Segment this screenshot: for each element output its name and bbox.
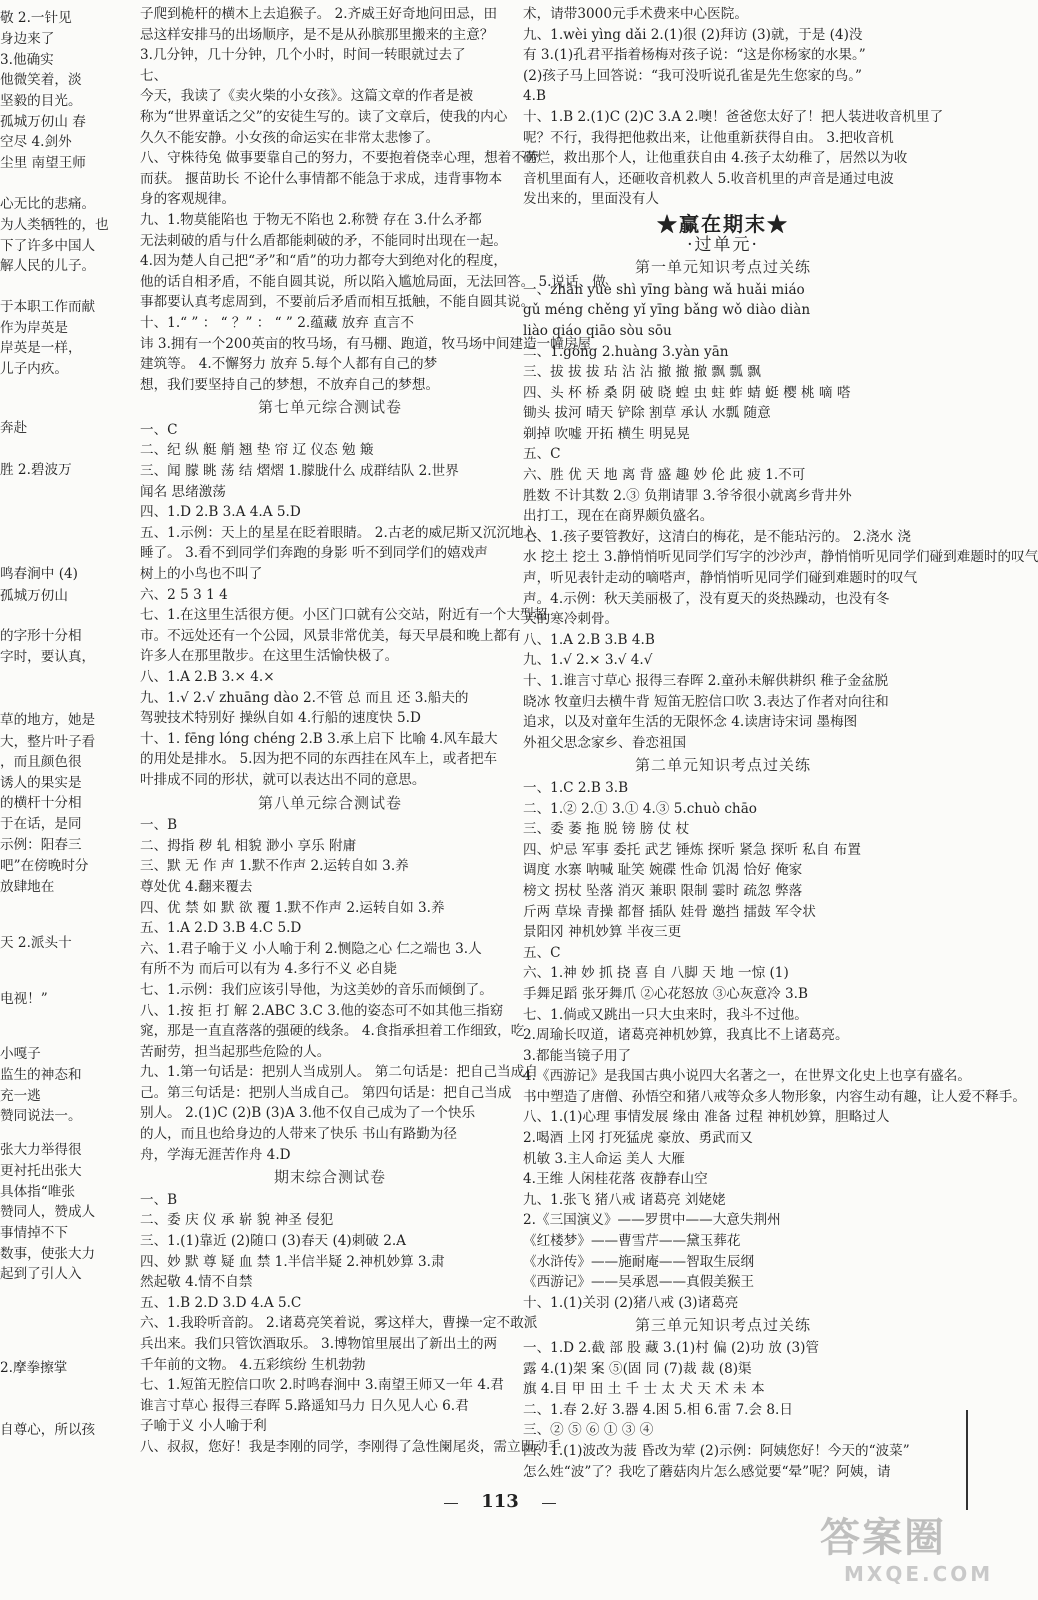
unit2-practice-answers [523, 778, 1026, 1313]
watermark-logo [820, 1500, 994, 1596]
answer-line: 叶排成不同的形状，就可以表达出不同的意思。 [140, 771, 426, 788]
answer-line: 旗 4.目 甲 田 土 千 士 太 犬 天 术 未 本 [523, 1381, 765, 1398]
answer-line: 4.B [523, 88, 546, 105]
answer-line: 调度 水寨 呐喊 耻笑 婉碟 性命 饥渴 恰好 俺家 [523, 862, 803, 879]
answer-line: 十、1.B 2.(1)C (2)C 3.A 2.噢！爸爸您太好了！把人装进收音机里了 [523, 108, 944, 125]
answer-line: 的人，而且也给身边的人带来了快乐 书山有路勤为径 [140, 1126, 457, 1143]
cropped-text-fragment: 大，整片叶子看 [0, 734, 96, 750]
cropped-text-fragment: 天 2.派头十 [0, 935, 72, 951]
answer-line: 《水浒传》——施耐庵——智取生辰纲 [523, 1253, 755, 1270]
answer-line: 三、默 无 作 声 1.默不作声 2.运转自如 3.养 [140, 858, 409, 875]
answer-line: 树上的小鸟也不叫了 [140, 566, 263, 583]
cropped-text-fragment: 赞同人，赞成人 [0, 1204, 96, 1220]
answer-line: 八、1.(1)心理 事情发展 缘由 准备 过程 神机妙算，胆略过人 [523, 1109, 890, 1126]
cropped-text-fragment: 敬 2.一针见 [0, 10, 72, 26]
answer-line: 子喻于义 小人喻于利 [140, 1418, 267, 1435]
cropped-text-fragment: 他微笑着，淡 [0, 72, 82, 88]
page-number: 113 [464, 1491, 536, 1512]
answer-line: 九、1.第一句话是：把别人当成别人。 第二句话是：把自己当成自 [140, 1064, 538, 1081]
answer-line: 二、1.② 2.① 3.① 4.③ 5.chuò chāo [523, 800, 757, 817]
cropped-text-fragment: 尘里 南望王师 [0, 155, 86, 171]
answer-line: 十、1.“ ” ： “ ？” ： “ ” 2.蕴藏 放弃 直言不 [140, 314, 414, 331]
banner-title: 赢在期末 [679, 211, 767, 236]
answer-line: 二、1.春 2.好 3.器 4.困 5.相 6.雷 7.会 8.日 [523, 1401, 793, 1418]
cropped-text-fragment: 充一逃 [0, 1088, 41, 1104]
answer-line: 十、1.谁言寸草心 报得三春晖 2.童孙未解供耕织 稚子金盆脱 [523, 673, 889, 689]
cropped-text-fragment: 示例：阳春三 [0, 837, 82, 853]
answer-line: 别人。 2.(1)C (2)B (3)A 3.他不仅自己成为了一个快乐 [140, 1105, 476, 1122]
cropped-text-fragment: 更衬托出张大 [0, 1163, 82, 1179]
answer-line: 一、1.D 2.截 部 股 藏 3.(1)村 偏 (2)功 放 (3)管 [523, 1340, 819, 1356]
cropped-text-fragment: 事情掉不下 [0, 1225, 68, 1241]
answer-line: 呢？不行，我得把他救出来，让他重新获得自由。 3.把收音机 [523, 129, 894, 146]
answer-line: 建筑等。 4.不懈努力 放弃 5.每个人都有自己的梦 [140, 356, 438, 373]
answer-line: 剃掉 吹嘘 开拓 横生 明晃晃 [523, 425, 690, 442]
star-icon: ★ [767, 211, 789, 236]
cropped-text-fragment: 作为岸英是 [0, 320, 68, 336]
answer-line: 想，我们要坚持自己的梦想，不放弃自己的梦想。 [140, 376, 440, 393]
cropped-text-fragment: 监生的神态和 [0, 1067, 82, 1083]
answer-line: 今天，我读了《卖火柴的小女孩》。这篇文章的作者是被 [140, 88, 474, 105]
answer-line: 机敏 3.主人命运 美人 大雁 [523, 1150, 685, 1167]
answer-line: 舟，学海无涯苦作舟 4.D [140, 1146, 291, 1163]
answer-line: (2)孩子马上回答说：“我可没听说孔雀是先生您家的鸟。” [523, 67, 863, 84]
answer-line: 声。4.示例：秋天美丽极了，没有夏天的炎热躁动，也没有冬 [523, 590, 890, 607]
answer-line: 忌这样安排马的出场顺序，是不是从孙膑那里搬来的主意？ [140, 26, 494, 43]
answer-line: 水 挖土 挖土 3.静悄悄听见同学们写字的沙沙声，静悄悄听见同学们碰到难题时的叹气 [523, 549, 1038, 566]
answer-line: 一、B [140, 1191, 178, 1208]
watermark-bottom: MXQE.COM [844, 1562, 994, 1586]
answer-line: 六、2 5 3 1 4 [140, 586, 228, 603]
cropped-text-fragment: 字时，要认真， [0, 649, 96, 665]
answer-line: 然起敬 4.情不自禁 [140, 1274, 253, 1291]
answer-line: 四、1.D 2.B 3.A 4.A 5.D [140, 504, 301, 521]
answer-line: 睡了。 3.看不到同学们奔跑的身影 听不到同学们的嬉戏声 [140, 545, 488, 562]
banner-subtitle: 过单元 [694, 234, 752, 255]
star-icon: ★ [657, 211, 679, 236]
cropped-text-fragment: ，而且颜色很 [0, 754, 82, 770]
right-answer-column [523, 4, 1038, 1482]
answer-line: 手舞足蹈 张牙舞爪 ②心花怒放 ③心灰意冷 3.B [523, 985, 808, 1002]
answer-line: 谁言寸草心 报得三春晖 5.路遥知马力 日久见人心 6.君 [140, 1397, 469, 1414]
cropped-text-fragment: 心无比的悲痛。 [0, 196, 96, 212]
answer-line: 事都要认真考虑周到，不要前后矛盾而相互抵触，不能自圆其说。 [140, 294, 535, 311]
answer-line: 九、1.√ 2.× 3.√ 4.√ [523, 652, 653, 669]
answer-line: 四、优 禁 如 默 欲 覆 1.默不作声 2.运转自如 3.养 [140, 899, 445, 916]
answer-line: 榜文 拐杖 坠落 消灭 兼职 限制 霎时 疏忽 弊落 [523, 882, 803, 899]
answer-line: 一、C [140, 421, 178, 438]
answer-line: 六、1.君子喻于义 小人喻于利 2.恻隐之心 仁之端也 3.人 [140, 940, 482, 957]
answer-line: 驾驶技术特别好 操纵自如 4.行船的速度快 5.D [140, 710, 421, 727]
answer-line: 天的寒冷刺骨。 [523, 611, 619, 628]
answer-line: 六、胜 优 天 地 离 背 盛 趣 妙 伦 此 疲 1.不可 [523, 467, 806, 484]
answer-line: 露 4.(1)架 案 ⑤(固 同 (7)裁 裁 (8)渠 [523, 1360, 752, 1377]
answer-line: 市。不远处还有一个公园，风景非常优美，每天早晨和晚上都有 [140, 627, 521, 644]
answer-line: 怎么姓“波”了？我吃了蘑菇肉片怎么感觉要“晕”呢？阿姨，请 [523, 1463, 891, 1480]
answer-line: 他的话自相矛盾，不能自圆其说，所以陷入尴尬局面，无法回答。 5.说话、做 [140, 273, 606, 290]
answer-line: 一、zhàn yuè shì yīng bàng wǎ huǎi miáo [523, 281, 805, 298]
answer-line: 九、1.物莫能陷也 于物无不陷也 2.称赞 存在 3.什么矛都 [140, 211, 482, 228]
answer-line: 二、1.gōng 2.huàng 3.yàn yān [523, 343, 729, 360]
unit1-practice-title: 第一单元知识考点过关练 [634, 258, 811, 277]
answer-line: 而获。 揠苗助长 不论什么事情都不能急于求成，违背事物本 [140, 170, 503, 187]
answer-line: 闻名 思绪激荡 [140, 483, 226, 500]
cropped-text-fragment: 吧”在傍晚时分 [0, 858, 89, 874]
answer-line: 千年前的文物。 4.五彩缤纷 生机勃勃 [140, 1356, 366, 1373]
answer-line: 久久不能安静。小女孩的命运实在非常太悲惨了。 [140, 129, 440, 146]
watermark-top: 答案圈 [820, 1514, 946, 1561]
cropped-text-fragment: 鸣春涧中 (4) [0, 566, 78, 582]
pass-unit-subtitle: ·过单元· [687, 234, 759, 255]
answer-line: 锄头 拔河 晴天 铲除 割草 承认 水瓢 随意 [523, 405, 771, 422]
answer-line: 4.因为楚人自己把“矛”和“盾”的功力都夸大到绝对化的程度， [140, 253, 508, 270]
answer-line: 术，请带3000元手术费来中心医院。 [523, 6, 748, 22]
answer-line: 八、1.A 2.B 3.B 4.B [523, 631, 655, 648]
answer-line: 七、1.示例：我们应该引导他，为这美妙的音乐而倾倒了。 [140, 981, 493, 998]
answer-line: 三、委 萎 拖 脱 镑 膀 仗 杖 [523, 821, 690, 838]
margin-rule [966, 1410, 968, 1510]
answer-line: 八、叔叔，您好！我是李刚的同学，李刚得了急性阑尾炎，需立即动手 [140, 1438, 562, 1455]
cropped-text-fragment: 空尽 4.剑外 [0, 134, 72, 150]
answer-line: 五、1.B 2.D 3.D 4.A 5.C [140, 1294, 302, 1311]
answer-line: 追求，以及对童年生活的无限怀念 4.读唐诗宋词 墨梅图 [523, 714, 858, 731]
cropped-text-fragment: 放肆地在 [0, 879, 55, 895]
answer-line: 五、1.示例：天上的星星在眨着眼睛。 2.古老的威尼斯又沉沉地入 [140, 524, 538, 541]
cropped-text-fragment: 张大力举得很 [0, 1142, 82, 1158]
answer-line: 四、妙 默 尊 疑 血 禁 1.半信半疑 2.神机妙算 3.肃 [140, 1253, 445, 1270]
answer-line: 《西游记》——吴承恩——真假美猴王 [523, 1274, 755, 1291]
answer-line: 九、1.√ 2.√ zhuāng dào 2.不管 总 而且 还 3.船夫的 [140, 689, 469, 706]
unit2-practice-title: 第二单元知识考点过关练 [634, 756, 811, 775]
cropped-text-fragment: 诱人的果实是 [0, 775, 82, 791]
final-test-answers-cont [523, 4, 944, 210]
answer-line: 八、守株待兔 做事要靠自己的努力，不要抱着侥幸心理，想着不劳 [140, 150, 539, 167]
cropped-text-fragment: 起到了引人入 [0, 1266, 82, 1282]
answer-line: 4.王维 人闲桂花落 夜静春山空 [523, 1171, 708, 1188]
answer-line: 二、纪 纵 艇 艄 翘 垫 帘 辽 仪态 勉 簸 [140, 442, 374, 459]
answer-line: 音机里面有人，还砸收音机救人 5.收音机里的声音是通过电波 [523, 170, 894, 187]
cropped-text-fragment: 2.摩拳擦掌 [0, 1360, 68, 1376]
answer-line: 晓冰 牧童归去横牛背 短笛无腔信口吹 3.表达了作者对向往和 [523, 693, 889, 710]
answer-line: 十、1.(1)关羽 (2)猪八戒 (3)诸葛亮 [523, 1294, 739, 1311]
cropped-text-fragment: 的横杆十分相 [0, 795, 82, 811]
answer-line: 称为“世界童话之父”的安徒生写的。读了文章后，使我的内心 [140, 108, 508, 125]
answer-line: 五、C [523, 446, 561, 463]
answer-line: 三、闻 朦 眺 荡 结 熠熠 1.朦胧什么 成群结队 2.世界 [140, 463, 459, 480]
answer-line: 身的客观规律。 [140, 191, 236, 208]
answer-line: 四、炉忌 军事 委托 武艺 锤炼 探听 紧急 探听 私自 布置 [523, 841, 861, 858]
answer-line: 己。第三句话是：把别人当成自己。 第四句话是：把自己当成 [140, 1084, 512, 1101]
answer-line: liào qiáo qiāo sòu sōu [523, 322, 672, 339]
answer-line: 2.喝酒 上冈 打死猛虎 豪放、勇武而又 [523, 1130, 753, 1147]
cropped-text-fragment: 坚毅的目光。 [0, 93, 82, 109]
answer-line: 九、1.张飞 猪八戒 诸葛亮 刘姥姥 [523, 1191, 726, 1208]
final-test-answers [140, 1190, 562, 1458]
answer-line: 三、拔 拔 拔 玷 沾 沾 撤 撤 撤 飘 瓢 飘 [523, 364, 761, 381]
answer-line: 讳 3.拥有一个200英亩的牧马场，有马棚、跑道，牧马场中间建造一幢房屋 [140, 335, 592, 352]
cropped-text-fragment: 孤城万仞山 春 [0, 114, 86, 130]
cropped-text-fragment: 电视！” [0, 991, 48, 1007]
answer-line: 4.《西游记》是我国古典小说四大名著之一，在世界文化史上也享有盛名。 [523, 1068, 971, 1085]
answer-line: 七、1.孩子要管教好，这清白的梅花，是不能玷污的。 2.浇水 浇 [523, 528, 912, 545]
cropped-text-fragment: 3.他确实 [0, 52, 54, 68]
answer-line: 发出来的，里面没有人 [523, 191, 659, 208]
cropped-text-fragment: 于本职工作而献 [0, 299, 96, 315]
answer-line: 3.都能当镜子用了 [523, 1047, 632, 1064]
answer-line: 出打工，现在在商界颇负盛名。 [523, 508, 714, 525]
unit8-section-title: 第八单元综合测试卷 [257, 793, 402, 812]
answer-line: 七、1.短笛无腔信口吹 2.时鸣春涧中 3.南望王师又一年 4.君 [140, 1377, 504, 1394]
cropped-text-fragment: 胜 2.碧波万 [0, 462, 72, 478]
answer-line: 三、② ⑤ ⑥ ① ③ ④ [523, 1422, 654, 1439]
answer-line: 《红楼梦》——曹雪芹——黛玉葬花 [523, 1233, 741, 1250]
answer-line: 兵出来。我们只管饮酒取乐。 3.博物馆里展出了新出土的两 [140, 1336, 498, 1352]
answer-line: 八、1.按 拒 打 解 2.ABC 3.C 3.他的姿态可不如其他三指窈 [140, 1002, 504, 1019]
answer-line: 六、1.我聆听音韵。 2.诸葛亮笑着说，雾这样大，曹操一定不敢派 [140, 1315, 538, 1332]
cropped-text-fragment: 奔赴 [0, 420, 28, 436]
answer-line: 七、1.在这里生活很方便。小区门口就有公交站，附近有一个大型超 [140, 607, 548, 624]
answer-line: 窕，那是一直直落落的强硬的线条。 4.食指承担着工作细致，吃 [140, 1023, 525, 1040]
answer-line: 一、1.C 2.B 3.B [523, 779, 629, 796]
answer-line: 2.《三国演义》——罗贯中——大意失荆州 [523, 1212, 781, 1229]
cropped-text-fragment: 的字形十分相 [0, 628, 82, 644]
cropped-text-fragment: 孤城万仞山 [0, 588, 68, 604]
answer-line: 七、1.倘或又跳出一只大虫来时，我斗不过他。 [523, 1006, 808, 1023]
answer-line: 有所不为 而后可以有为 4.多行不义 必自毙 [140, 961, 398, 978]
answer-line: 苦耐劳，担当起那些危险的人。 [140, 1043, 331, 1060]
cropped-text-fragment: 岸英是一样， [0, 340, 82, 356]
answer-line: 四、1.(1)波改为菠 昏改为荤 (2)示例：阿姨您好！今天的“波菜” [523, 1442, 910, 1459]
answer-line: 砸烂，救出那个人，让他重获自由 4.孩子太幼稚了，居然以为收 [523, 150, 908, 167]
cropped-text-fragment: 身边来了 [0, 31, 55, 47]
answer-line: 五、C [523, 944, 561, 961]
cropped-text-fragment: 为人类牺牲的，也 [0, 217, 109, 233]
answer-line: 十、1. fēng lóng chéng 2.B 3.承上启下 比喻 4.风车最大 [140, 730, 498, 747]
answer-line: 五、1.A 2.D 3.B 4.C 5.D [140, 920, 302, 937]
answer-line: 二、委 庆 仪 承 崭 貌 神圣 侵犯 [140, 1212, 334, 1229]
answer-line: 八、1.A 2.B 3.× 4.× [140, 669, 275, 685]
answer-line: 3.几分钟，几十分钟，几个小时，时间一转眼就过去了 [140, 47, 466, 64]
answer-line: 无法刺破的盾与什么盾都能刺破的矛，不能同时出现在一起。 [140, 232, 508, 249]
answer-line: 二、拇指 秽 轧 相貌 渺小 享乐 附庸 [140, 837, 357, 854]
answer-line: 六、1.神 妙 抓 挠 喜 自 八脚 天 地 一惊 (1) [523, 965, 789, 982]
final-test-title: 期末综合测试卷 [273, 1168, 386, 1187]
cropped-text-fragment: 小嘎子 [0, 1046, 41, 1062]
answer-line: 景阳冈 神机妙算 半夜三更 [523, 924, 682, 941]
win-final-banner [523, 211, 923, 236]
answer-line: 有 3.(1)孔君平指着杨梅对孩子说：“这是你杨家的水果。” [523, 47, 866, 64]
cropped-text-fragment: 自尊心，所以孩 [0, 1422, 96, 1438]
answer-line: 外祖父思念家乡、眷恋祖国 [523, 734, 687, 751]
unit7-section-title: 第七单元综合测试卷 [257, 398, 402, 417]
answer-line: 胜数 不计其数 2.③ 负荆请罪 3.爷爷很小就离乡背井外 [523, 487, 852, 504]
cropped-text-fragment: 数事，使张大力 [0, 1246, 96, 1262]
answer-line: 子爬到桅杆的横木上去追猴子。 2.齐威王好奇地问田忌，田 [140, 6, 498, 22]
cropped-text-fragment: 于在话，是同 [0, 816, 82, 832]
unit8-answers [140, 815, 538, 1165]
answer-line: 九、1.wèi yìng dǎi 2.(1)很 (2)拜访 (3)就，于是 (4)没 [523, 26, 863, 43]
cropped-text-fragment: 儿子内疚。 [0, 361, 68, 377]
unit3-practice-title: 第三单元知识考点过关练 [634, 1316, 811, 1335]
cropped-text-fragment: 下了许多中国人 [0, 238, 96, 254]
unit3-practice-answers [523, 1338, 923, 1482]
answer-line: 尊处优 4.翻来覆去 [140, 878, 253, 895]
answer-line: 三、1.(1)靠近 (2)随口 (3)春天 (4)刺破 2.A [140, 1233, 406, 1250]
cropped-text-fragment: 解人民的儿子。 [0, 258, 96, 274]
answer-line: 七、 [140, 67, 168, 84]
cropped-text-fragment: 草的地方，她是 [0, 712, 96, 728]
answer-line: 一、B [140, 817, 178, 834]
answer-line: gǔ méng chěng yǐ yīng bǎng wǒ diào diàn [523, 302, 811, 319]
answer-line: 许多人在那里散步。在这里生活愉快极了。 [140, 648, 399, 665]
answer-line: 斤两 草垛 青操 都督 插队 娃骨 邀挡 擂鼓 军令状 [523, 903, 816, 920]
answer-line: 书中塑造了唐僧、孙悟空和猪八戒等众多人物形象，内容生动有趣，让人爱不释手。 [523, 1088, 1026, 1105]
answer-line: 声，听见表针走动的嘀嗒声，静悄悄听见同学们碰到难题时的叹气 [523, 570, 918, 587]
unit1-practice-answers [523, 280, 1038, 754]
answer-line: 的用处是排水。 5.因为把不同的东西挂在风车上，或者把车 [140, 751, 498, 768]
cropped-text-fragment: 赞同说法一。 [0, 1108, 82, 1124]
answer-line: 四、头 杯 桥 桑 阴 破 晓 蝗 虫 蛀 蚱 蜻 蜓 樱 桃 嘀 嗒 [523, 384, 851, 401]
answer-line: 2.周瑜长叹道，诸葛亮神机妙算，我真比不上诸葛亮。 [523, 1027, 849, 1044]
cropped-text-fragment: 具体指“唯张 [0, 1184, 75, 1200]
